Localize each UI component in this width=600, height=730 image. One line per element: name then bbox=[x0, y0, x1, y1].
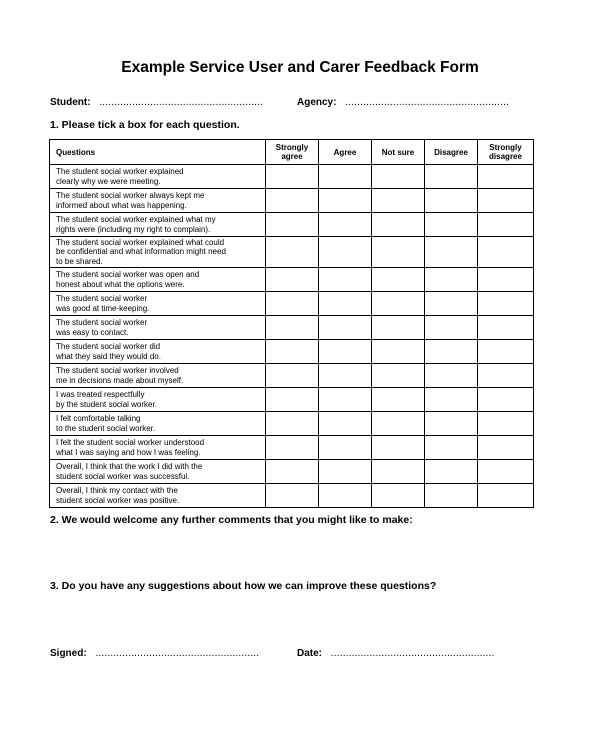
question-line: The student social worker bbox=[56, 318, 148, 327]
student-field[interactable] bbox=[50, 97, 263, 108]
tick-box-agree[interactable] bbox=[319, 165, 372, 189]
tick-box-disagree[interactable] bbox=[425, 412, 478, 436]
tick-box-disagree[interactable] bbox=[425, 340, 478, 364]
table-row bbox=[50, 189, 534, 213]
tick-box-disagree[interactable] bbox=[425, 388, 478, 412]
student-dots[interactable]: ....................................................... bbox=[99, 97, 264, 108]
signed-label: Signed: bbox=[50, 648, 87, 659]
table-row bbox=[50, 388, 534, 412]
question-text bbox=[50, 268, 266, 292]
tick-box-strongly-agree[interactable] bbox=[266, 460, 319, 484]
question-text bbox=[50, 165, 266, 189]
tick-box-strongly-agree[interactable] bbox=[266, 237, 319, 268]
question-line: The student social worker always kept me bbox=[56, 191, 205, 200]
question-text bbox=[50, 388, 266, 412]
tick-box-strongly-disagree[interactable] bbox=[478, 213, 534, 237]
question-line: what I was saying and how I was feeling. bbox=[56, 447, 201, 457]
table-row bbox=[50, 213, 534, 237]
date-field[interactable] bbox=[297, 648, 495, 659]
col-strongly-disagree-header: Strongly disagree bbox=[478, 140, 534, 165]
tick-box-strongly-agree[interactable] bbox=[266, 412, 319, 436]
tick-box-agree[interactable] bbox=[319, 388, 372, 412]
question-line: The student social worker did bbox=[56, 342, 161, 351]
table-row bbox=[50, 460, 534, 484]
question-line: informed about what was happening. bbox=[56, 200, 187, 210]
tick-box-agree[interactable] bbox=[319, 213, 372, 237]
tick-box-agree[interactable] bbox=[319, 412, 372, 436]
question-line: student social worker was positive. bbox=[56, 495, 180, 505]
question-line: Overall, I think my contact with the bbox=[56, 486, 178, 495]
page-title: Example Service User and Carer Feedback Form bbox=[121, 59, 479, 76]
tick-box-strongly-agree[interactable] bbox=[266, 388, 319, 412]
tick-box-agree[interactable] bbox=[319, 316, 372, 340]
table-row bbox=[50, 268, 534, 292]
question-line: be confidential and what information might need bbox=[56, 247, 226, 257]
table-row bbox=[50, 165, 534, 189]
tick-box-agree[interactable] bbox=[319, 237, 372, 268]
question-text bbox=[50, 292, 266, 316]
tick-box-not-sure[interactable] bbox=[372, 412, 425, 436]
question-line: The student social worker explained what could bbox=[56, 237, 225, 247]
tick-box-strongly-disagree[interactable] bbox=[478, 237, 534, 268]
question-line: to the student social worker. bbox=[56, 423, 156, 433]
tick-box-disagree[interactable] bbox=[425, 460, 478, 484]
tick-box-strongly-disagree[interactable] bbox=[478, 189, 534, 213]
tick-box-strongly-agree[interactable] bbox=[266, 189, 319, 213]
date-label: Date: bbox=[297, 648, 323, 659]
question-line: me in decisions made about myself. bbox=[56, 375, 184, 385]
tick-box-agree[interactable] bbox=[319, 364, 372, 388]
tick-box-not-sure[interactable] bbox=[372, 460, 425, 484]
question-line: I felt the student social worker understood bbox=[56, 438, 205, 447]
tick-box-strongly-disagree[interactable] bbox=[478, 340, 534, 364]
tick-box-strongly-disagree[interactable] bbox=[478, 268, 534, 292]
tick-box-not-sure[interactable] bbox=[372, 165, 425, 189]
tick-box-not-sure[interactable] bbox=[372, 268, 425, 292]
question-text bbox=[50, 316, 266, 340]
tick-box-disagree[interactable] bbox=[425, 484, 478, 508]
question-text bbox=[50, 213, 266, 237]
date-dots[interactable]: ....................................................... bbox=[330, 648, 495, 659]
signed-dots[interactable]: ....................................................... bbox=[95, 648, 260, 659]
question-text bbox=[50, 189, 266, 213]
table-row bbox=[50, 484, 534, 508]
tick-box-agree[interactable] bbox=[319, 189, 372, 213]
col-questions-header: Questions bbox=[50, 140, 266, 165]
question-line: was good at time-keeping. bbox=[56, 303, 150, 313]
tick-box-not-sure[interactable] bbox=[372, 213, 425, 237]
tick-box-strongly-disagree[interactable] bbox=[478, 412, 534, 436]
tick-box-strongly-disagree[interactable] bbox=[478, 316, 534, 340]
tick-box-disagree[interactable] bbox=[425, 165, 478, 189]
tick-box-disagree[interactable] bbox=[425, 189, 478, 213]
tick-box-disagree[interactable] bbox=[425, 268, 478, 292]
question-text bbox=[50, 237, 266, 268]
col-strongly-agree-header: Strongly agree bbox=[266, 140, 319, 165]
tick-box-strongly-disagree[interactable] bbox=[478, 388, 534, 412]
question-text bbox=[50, 436, 266, 460]
question-line: I was treated respectfully bbox=[56, 390, 145, 399]
tick-box-strongly-agree[interactable] bbox=[266, 213, 319, 237]
table-row bbox=[50, 412, 534, 436]
question-line: The student social worker explained what my bbox=[56, 215, 216, 224]
tick-box-not-sure[interactable] bbox=[372, 364, 425, 388]
tick-box-agree[interactable] bbox=[319, 460, 372, 484]
tick-box-not-sure[interactable] bbox=[372, 484, 425, 508]
tick-box-not-sure[interactable] bbox=[372, 436, 425, 460]
question-line: student social worker was successful. bbox=[56, 471, 190, 481]
table-row bbox=[50, 292, 534, 316]
tick-box-strongly-agree[interactable] bbox=[266, 436, 319, 460]
tick-box-strongly-agree[interactable] bbox=[266, 484, 319, 508]
tick-box-disagree[interactable] bbox=[425, 292, 478, 316]
agency-label: Agency: bbox=[297, 97, 337, 108]
student-label: Student: bbox=[50, 97, 91, 108]
table-row bbox=[50, 364, 534, 388]
table-row bbox=[50, 316, 534, 340]
question-line: Overall, I think that the work I did with the bbox=[56, 462, 203, 471]
tick-box-disagree[interactable] bbox=[425, 364, 478, 388]
col-agree-header: Agree bbox=[319, 140, 372, 165]
tick-box-agree[interactable] bbox=[319, 268, 372, 292]
tick-box-strongly-disagree[interactable] bbox=[478, 460, 534, 484]
agency-field[interactable] bbox=[297, 97, 509, 108]
question-line: what they said they would do. bbox=[56, 351, 161, 361]
tick-box-strongly-disagree[interactable] bbox=[478, 364, 534, 388]
tick-box-strongly-agree[interactable] bbox=[266, 316, 319, 340]
question-line: The student social worker bbox=[56, 294, 148, 303]
tick-box-strongly-agree[interactable] bbox=[266, 364, 319, 388]
question-line: rights were (including my right to complain). bbox=[56, 224, 211, 234]
question-line: The student social worker involved bbox=[56, 366, 179, 375]
table-row bbox=[50, 340, 534, 364]
tick-box-agree[interactable] bbox=[319, 484, 372, 508]
question-line: honest about what the options were. bbox=[56, 279, 185, 289]
question-line: to be shared. bbox=[56, 256, 103, 266]
section3-heading: 3. Do you have any suggestions about how we can improve these questions? bbox=[50, 580, 437, 592]
tick-box-strongly-disagree[interactable] bbox=[478, 484, 534, 508]
tick-box-strongly-disagree[interactable] bbox=[478, 436, 534, 460]
feedback-table bbox=[49, 139, 534, 508]
tick-box-disagree[interactable] bbox=[425, 213, 478, 237]
tick-box-strongly-disagree[interactable] bbox=[478, 292, 534, 316]
tick-box-not-sure[interactable] bbox=[372, 340, 425, 364]
table-header-row bbox=[50, 140, 534, 165]
col-not-sure-header: Not sure bbox=[372, 140, 425, 165]
question-line: was easy to contact. bbox=[56, 327, 129, 337]
question-text bbox=[50, 484, 266, 508]
tick-box-disagree[interactable] bbox=[425, 237, 478, 268]
table-row bbox=[50, 436, 534, 460]
tick-box-agree[interactable] bbox=[319, 340, 372, 364]
agency-dots[interactable]: ....................................................... bbox=[345, 97, 510, 108]
question-line: by the student social worker. bbox=[56, 399, 157, 409]
question-text bbox=[50, 460, 266, 484]
tick-box-not-sure[interactable] bbox=[372, 292, 425, 316]
question-line: I felt comfortable talking bbox=[56, 414, 141, 423]
question-text bbox=[50, 340, 266, 364]
tick-box-agree[interactable] bbox=[319, 292, 372, 316]
tick-box-not-sure[interactable] bbox=[372, 237, 425, 268]
tick-box-agree[interactable] bbox=[319, 436, 372, 460]
tick-box-disagree[interactable] bbox=[425, 316, 478, 340]
question-line: The student social worker was open and bbox=[56, 270, 200, 279]
tick-box-not-sure[interactable] bbox=[372, 316, 425, 340]
tick-box-strongly-agree[interactable] bbox=[266, 268, 319, 292]
tick-box-disagree[interactable] bbox=[425, 436, 478, 460]
table-row bbox=[50, 237, 534, 268]
tick-box-strongly-agree[interactable] bbox=[266, 340, 319, 364]
tick-box-strongly-agree[interactable] bbox=[266, 292, 319, 316]
tick-box-not-sure[interactable] bbox=[372, 388, 425, 412]
tick-box-strongly-agree[interactable] bbox=[266, 165, 319, 189]
question-text bbox=[50, 364, 266, 388]
tick-box-strongly-disagree[interactable] bbox=[478, 165, 534, 189]
section1-heading: 1. Please tick a box for each question. bbox=[50, 119, 240, 131]
signed-field[interactable] bbox=[50, 648, 259, 659]
question-line: The student social worker explained bbox=[56, 167, 184, 176]
col-disagree-header: Disagree bbox=[425, 140, 478, 165]
tick-box-not-sure[interactable] bbox=[372, 189, 425, 213]
section2-heading: 2. We would welcome any further comments that you might like to make: bbox=[50, 514, 413, 526]
question-text bbox=[50, 412, 266, 436]
question-line: clearly why we were meeting. bbox=[56, 176, 161, 186]
